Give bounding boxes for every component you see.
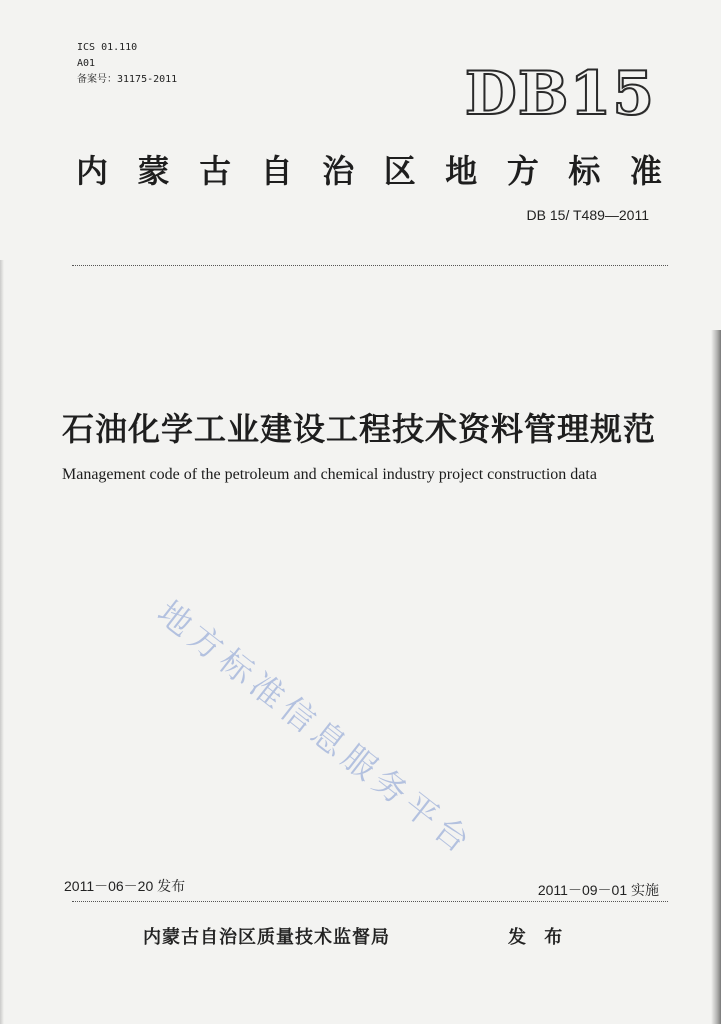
- title-char: 内: [76, 152, 109, 190]
- scan-shadow-left: [0, 260, 4, 1024]
- implementation-date: 2011－09－01 实施: [537, 882, 659, 898]
- title-char: 自: [260, 152, 293, 190]
- title-char: 标: [568, 152, 601, 190]
- title-char: 地: [445, 152, 478, 190]
- bottom-divider: [72, 901, 668, 902]
- publish-date: 2011－06－20 发布: [64, 878, 186, 894]
- category-code: A01: [77, 58, 96, 69]
- title-char: 古: [199, 152, 232, 190]
- issue-label: 发 布: [508, 927, 569, 948]
- title-char: 区: [383, 152, 416, 190]
- issuing-authority: 内蒙古自治区质量技术监督局: [143, 927, 390, 948]
- document-title-chinese: 石油化学工业建设工程技术资料管理规范: [62, 410, 657, 448]
- watermark: 地方标准信息服务平台: [150, 592, 482, 864]
- title-char: 准: [629, 152, 662, 190]
- document-title-english: Management code of the petroleum and chemical industry project construction data: [62, 466, 597, 483]
- record-number: 备案号：31175-2011: [77, 74, 178, 85]
- scan-shadow-right: [711, 330, 721, 1024]
- top-divider: [72, 265, 668, 266]
- db15-logo: DB15: [464, 59, 655, 129]
- title-char: 方: [506, 152, 539, 190]
- standard-type-title: [76, 146, 662, 192]
- standard-number: DB 15/ T489—2011: [526, 207, 649, 223]
- title-char: 蒙: [137, 152, 170, 190]
- ics-code: ICS 01.110: [77, 42, 138, 53]
- classification-block: [77, 40, 177, 88]
- title-char: 治: [322, 152, 355, 190]
